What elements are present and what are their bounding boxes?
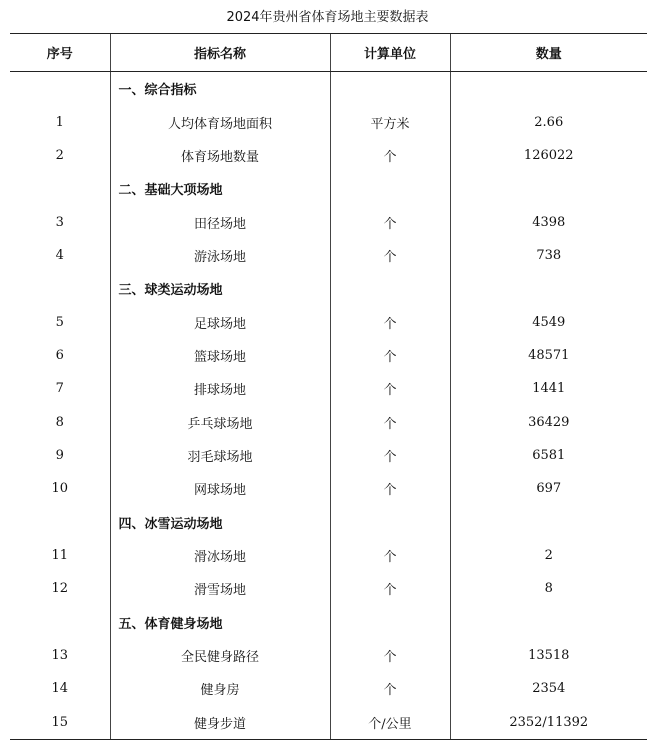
cell-value: 8: [450, 572, 647, 605]
cell-unit: 个: [330, 372, 450, 405]
table-body: [10, 72, 647, 740]
table-row: [10, 639, 647, 672]
cell-name: 田径场地: [110, 205, 330, 238]
table-row: [10, 139, 647, 172]
cell-unit: 个: [330, 672, 450, 705]
table-row: [10, 472, 647, 505]
table-row: [10, 439, 647, 472]
cell-unit: [330, 505, 450, 538]
cell-value: 4398: [450, 205, 647, 238]
cell-value: 2.66: [450, 105, 647, 138]
table-row: [10, 239, 647, 272]
cell-name: 人均体育场地面积: [110, 105, 330, 138]
cell-unit: 个: [330, 639, 450, 672]
cell-unit: [330, 606, 450, 639]
cell-unit: 个: [330, 205, 450, 238]
cell-value: 36429: [450, 405, 647, 438]
cell-seq: 7: [55, 381, 64, 397]
cell-name: 网球场地: [110, 472, 330, 505]
table-row: [10, 405, 647, 438]
cell-unit: 个: [330, 405, 450, 438]
cell-seq: 5: [55, 314, 64, 330]
header-row: [10, 34, 647, 72]
cell-value: 2352/11392: [450, 706, 647, 740]
section-row: [10, 505, 647, 538]
cell-name: 排球场地: [110, 372, 330, 405]
cell-seq: [10, 172, 110, 205]
cell-unit: [330, 72, 450, 106]
cell-seq: 12: [51, 581, 69, 597]
cell-value: 2354: [450, 672, 647, 705]
cell-name: 体育场地数量: [110, 139, 330, 172]
cell-seq: [10, 72, 110, 106]
cell-seq: 10: [51, 481, 69, 497]
cell-unit: 个: [330, 139, 450, 172]
cell-value: [450, 172, 647, 205]
cell-seq: 6: [55, 347, 64, 363]
cell-value: 1441: [450, 372, 647, 405]
cell-value: 126022: [450, 139, 647, 172]
table-row: [10, 205, 647, 238]
cell-value: [450, 505, 647, 538]
cell-name: 游泳场地: [110, 239, 330, 272]
cell-seq: 15: [10, 706, 110, 740]
cell-unit: 个/公里: [330, 706, 450, 740]
table-row: [10, 539, 647, 572]
cell-seq: 14: [51, 681, 69, 697]
section-row: [10, 606, 647, 639]
cell-name: 全民健身路径: [110, 639, 330, 672]
table-title: 2024年贵州省体育场地主要数据表: [226, 10, 429, 25]
cell-seq: 4: [55, 247, 64, 263]
cell-value: [450, 606, 647, 639]
cell-name: 足球场地: [110, 305, 330, 338]
table-row: [10, 572, 647, 605]
cell-seq: 9: [55, 447, 64, 463]
section-row: [10, 172, 647, 205]
cell-name: 四、冰雪运动场地: [110, 505, 330, 538]
cell-name: 一、综合指标: [110, 72, 330, 106]
cell-name: 滑冰场地: [110, 539, 330, 572]
cell-seq: 3: [55, 214, 64, 230]
cell-unit: 个: [330, 572, 450, 605]
cell-value: 738: [450, 239, 647, 272]
cell-unit: [330, 172, 450, 205]
table-row: [10, 105, 647, 138]
table-row: [10, 372, 647, 405]
cell-seq: 1: [55, 114, 64, 130]
cell-name: 羽毛球场地: [110, 439, 330, 472]
cell-value: 6581: [450, 439, 647, 472]
header-name: 指标名称: [110, 34, 330, 72]
cell-name: 乒乓球场地: [110, 405, 330, 438]
cell-seq: [10, 505, 110, 538]
cell-name: 三、球类运动场地: [110, 272, 330, 305]
cell-seq: 8: [55, 414, 64, 430]
table-row: [10, 706, 647, 740]
cell-value: 48571: [450, 339, 647, 372]
cell-value: 4549: [450, 305, 647, 338]
cell-seq: 11: [51, 547, 69, 563]
cell-name: 滑雪场地: [110, 572, 330, 605]
cell-unit: 个: [330, 439, 450, 472]
cell-unit: 个: [330, 339, 450, 372]
cell-unit: [330, 272, 450, 305]
cell-unit: 个: [330, 539, 450, 572]
cell-name: 篮球场地: [110, 339, 330, 372]
cell-value: 2: [450, 539, 647, 572]
cell-seq: 2: [55, 147, 64, 163]
cell-unit: 个: [330, 305, 450, 338]
cell-name: 健身步道: [110, 706, 330, 740]
header-seq: 序号: [10, 34, 110, 72]
section-row: [10, 272, 647, 305]
cell-seq: [10, 272, 110, 305]
cell-seq: 13: [51, 648, 69, 664]
table-row: [10, 672, 647, 705]
cell-value: 697: [450, 472, 647, 505]
cell-name: 五、体育健身场地: [110, 606, 330, 639]
header-value: 数量: [450, 34, 647, 72]
data-table: [10, 33, 647, 740]
cell-seq: [10, 606, 110, 639]
section-row: [10, 72, 647, 106]
cell-unit: 个: [330, 472, 450, 505]
cell-value: [450, 272, 647, 305]
table-row: [10, 305, 647, 338]
cell-unit: 个: [330, 239, 450, 272]
header-unit: 计算单位: [330, 34, 450, 72]
table-row: [10, 339, 647, 372]
cell-value: 13518: [450, 639, 647, 672]
cell-value: [450, 72, 647, 106]
cell-unit: 平方米: [330, 105, 450, 138]
cell-name: 健身房: [110, 672, 330, 705]
cell-name: 二、基础大项场地: [110, 172, 330, 205]
